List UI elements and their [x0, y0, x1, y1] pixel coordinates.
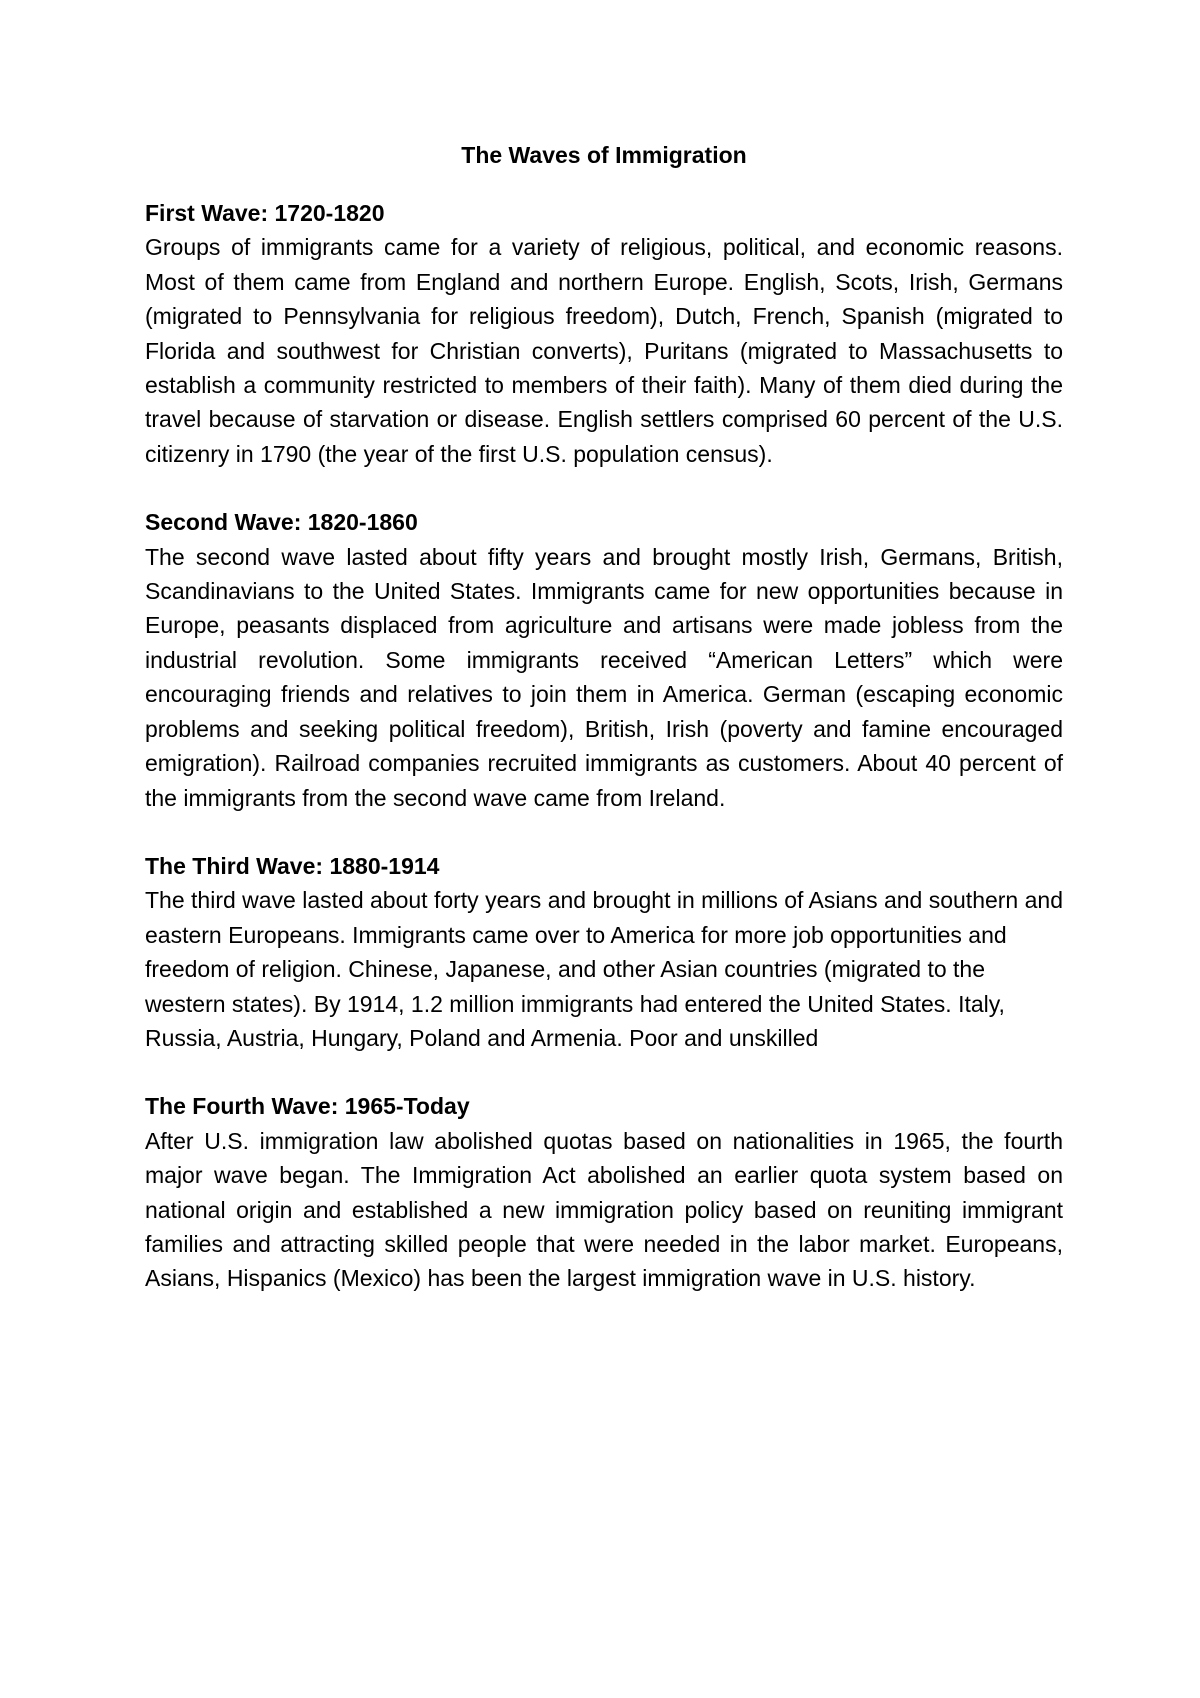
section-body: The third wave lasted about forty years and brought in millions of Asians and southern and eastern Europeans. Immigrants came over to America for more job opportunities and freedom of religion. Chinese, Japanese, and other Asian countries (migrated to the western states). By 1914, 1.2 million immigrants had entered the United States. Italy, Russia, Austria, Hungary, Poland and Armenia. Poor and unskilled — [145, 887, 1063, 1051]
section-label: Second Wave: — [145, 509, 302, 536]
section-second-wave — [145, 505, 1063, 815]
section-label: The Fourth Wave: — [145, 1093, 339, 1120]
section-dates: 1965-Today — [344, 1093, 470, 1120]
section-label: First Wave: — [145, 200, 269, 226]
section-dates: 1720-1820 — [274, 200, 385, 226]
section-heading — [145, 1089, 1063, 1123]
section-heading — [145, 505, 1063, 539]
section-third-wave — [145, 849, 1063, 1055]
section-heading — [145, 196, 1063, 230]
section-body: After U.S. immigration law abolished quotas based on nationalities in 1965, the fourth major wave began. The Immigration Act abolished an earlier quota system based on national origin and established a new immigration policy based on reuniting immigrant families and attracting skilled people that were needed in the labor market. Europeans, Asians, Hispanics (Mexico) has been the largest immigration wave in U.S. history. — [145, 1127, 1063, 1292]
section-first-wave — [145, 196, 1063, 471]
document-title: The Waves of Immigration — [461, 142, 747, 168]
section-body: Groups of immigrants came for a variety of religious, political, and economic reasons. Most of them came from England and northern Europe. English, Scots, Irish, Germans (migrated to Pennsylvania for religious freedom), Dutch, French, Spanish (migrated to Florida and southwest for Christian converts), Puritans (migrated to Massachusetts to establish a community restricted to members of their faith). Many of them died during the travel because of starvation or disease. English settlers comprised 60 percent of the U.S. citizenry in 1790 (the year of the first U.S. population census). — [145, 234, 1063, 467]
section-heading — [145, 849, 1063, 883]
section-fourth-wave — [145, 1089, 1063, 1295]
section-dates: 1880-1914 — [329, 852, 440, 879]
section-label: The Third Wave: — [145, 852, 324, 879]
section-dates: 1820-1860 — [307, 509, 418, 536]
document-page — [145, 138, 1063, 1330]
section-body: The second wave lasted about fifty years and brought mostly Irish, Germans, British, Scandinavians to the United States. Immigrants came for new opportunities because in Europe, peasants displaced from agriculture and artisans were made jobless from the industrial revolution. Some immigrants received “American Letters” which were encouraging friends and relatives to join them in America. German (escaping economic problems and seeking political freedom), British, Irish (poverty and famine encouraged emigration). Railroad companies recruited immigrants as customers. About 40 percent of the immigrants from the second wave came from Ireland. — [145, 543, 1063, 811]
